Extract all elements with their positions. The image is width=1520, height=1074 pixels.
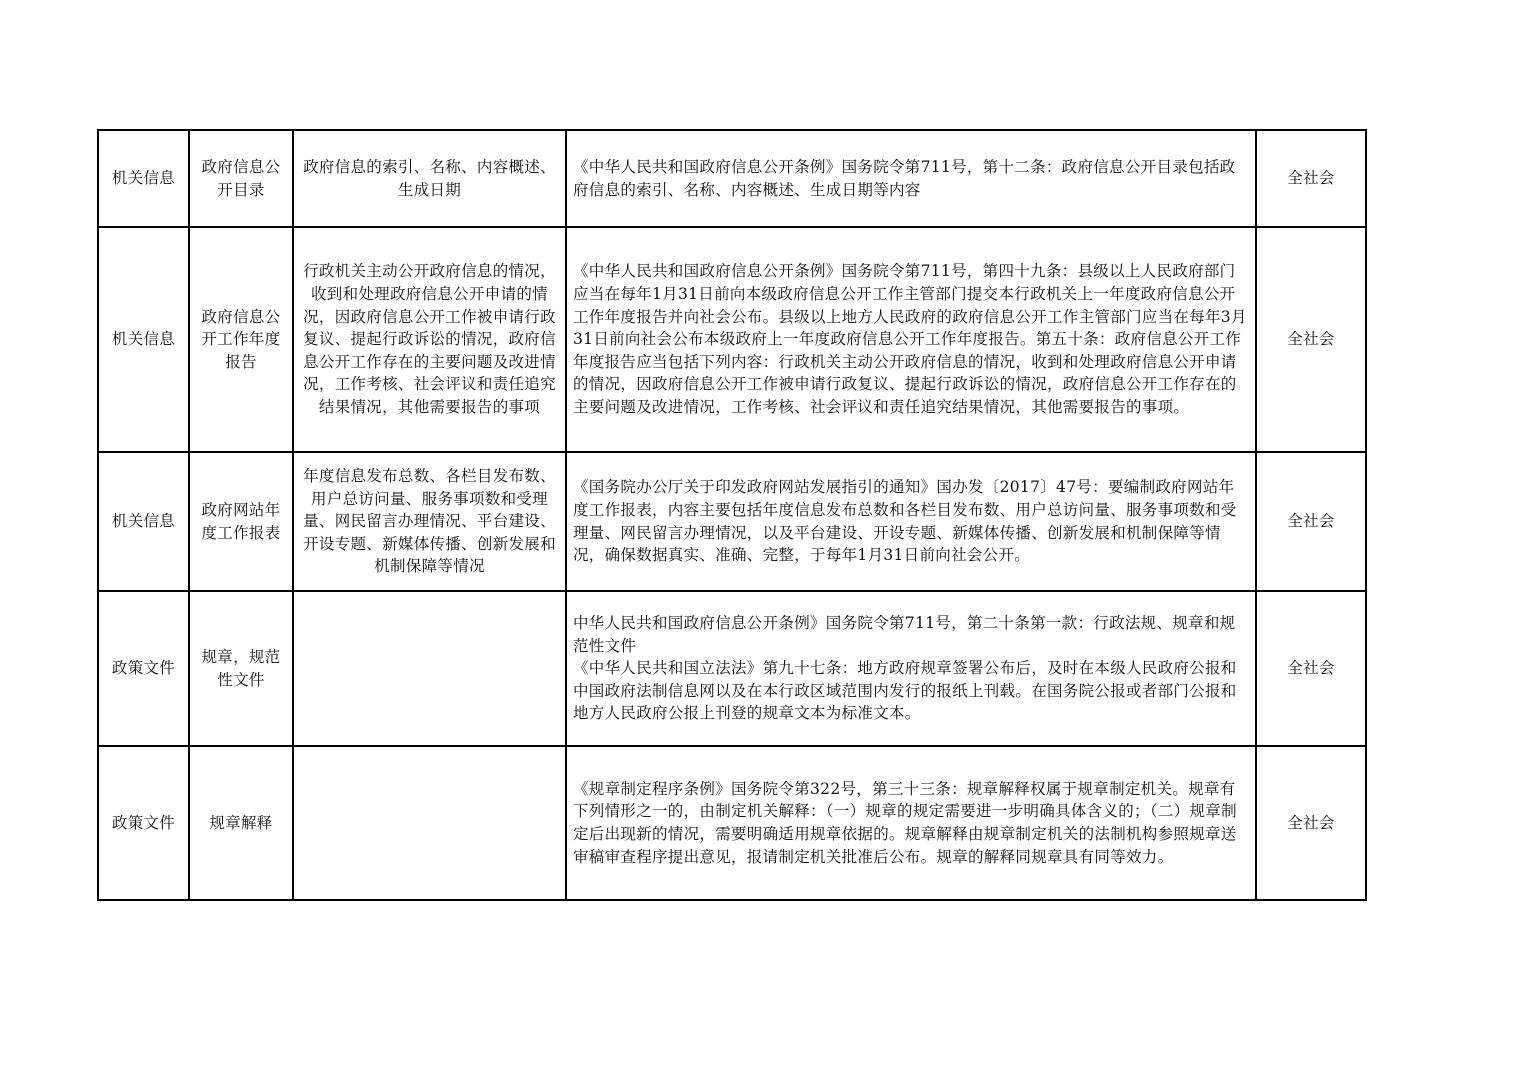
- table-row: [98, 130, 1366, 227]
- item-cell: 政府信息公开工作年度报告: [189, 227, 293, 452]
- category-cell: 政策文件: [98, 746, 189, 900]
- table-row: [98, 452, 1366, 591]
- basis-cell: [566, 452, 1256, 591]
- basis-text: 《中华人民共和国立法法》第九十七条：地方政府规章签署公布后，及时在本级人民政府公报和中国政府法制信息网以及在本行政区域范围内发行的报纸上刊载。在国务院公报或者部门公报和地方人民政府公报上刊登的规章文本为标准文本。: [573, 659, 1237, 723]
- content-cell: [293, 591, 566, 746]
- basis-text: 《中华人民共和国政府信息公开条例》国务院令第711号，第十二条：政府信息公开目录包括政府信息的索引、名称、内容概述、生成日期等内容: [573, 157, 1236, 199]
- disclosure-table: [97, 129, 1367, 901]
- category-cell: 政策文件: [98, 591, 189, 746]
- basis-cell: [566, 591, 1256, 746]
- category-cell: 机关信息: [98, 452, 189, 591]
- content-cell: 年度信息发布总数、各栏目发布数、用户总访问量、服务事项数和受理量、网民留言办理情况、平台建设、开设专题、新媒体传播、创新发展和机制保障等情况: [293, 452, 566, 591]
- basis-text: 《规章制定程序条例》国务院令第322号，第三十三条：规章解释权属于规章制定机关。规章有下列情形之一的，由制定机关解释：（一）规章的规定需要进一步明确具体含义的；（二）规章制定后出现新的情况，需要明确适用规章依据的。规章解释由规章制定机关的法制机构参照规章送审稿审查程序提出意见，报请制定机关批准后公布。规章的解释同规章具有同等效力。: [573, 779, 1237, 866]
- table-row: [98, 746, 1366, 900]
- item-cell: 规章，规范性文件: [189, 591, 293, 746]
- item-cell: 政府信息公开目录: [189, 130, 293, 227]
- item-cell: 规章解释: [189, 746, 293, 900]
- scope-cell: 全社会: [1256, 227, 1366, 452]
- basis-text: 《国务院办公厅关于印发政府网站发展指引的通知》国办发〔2017〕47号：要编制政府网站年度工作报表，内容主要包括年度信息发布总数和各栏目发布数、用户总访问量、服务事项数和受理量、网民留言办理情况，以及平台建设、开设专题、新媒体传播、创新发展和机制保障等情况，确保数据真实、准确、完整，于每年1月31日前向社会公开。: [573, 478, 1237, 565]
- item-cell: 政府网站年度工作报表: [189, 452, 293, 591]
- table-row: [98, 227, 1366, 452]
- scope-cell: 全社会: [1256, 746, 1366, 900]
- basis-cell: [566, 130, 1256, 227]
- basis-text: 中华人民共和国政府信息公开条例》国务院令第711号，第二十条第一款：行政法规、规章和规范性文件: [573, 614, 1236, 655]
- category-cell: 机关信息: [98, 227, 189, 452]
- basis-text: 《中华人民共和国政府信息公开条例》国务院令第711号，第四十九条：县级以上人民政府部门应当在每年1月31日前向本级政府信息公开工作主管部门提交本行政机关上一年度政府信息公开工作年度报告并向社会公布。县级以上地方人民政府的政府信息公开工作主管部门应当在每年3月31日前向社会公布本级政府上一年度政府信息公开工作年度报告。第五十条：政府信息公开工作年度报告应当包括下列内容：行政机关主动公开政府信息的情况，收到和处理政府信息公开申请的情况，因政府信息公开工作被申请行政复议、提起行政诉讼的情况，政府信息公开工作存在的主要问题及改进情况，工作考核、社会评议和责任追究结果情况，其他需要报告的事项。: [573, 262, 1247, 416]
- content-cell: 行政机关主动公开政府信息的情况，收到和处理政府信息公开申请的情况，因政府信息公开工作被申请行政复议、提起行政诉讼的情况，政府信息公开工作存在的主要问题及改进情况，工作考核、社会评议和责任追究结果情况，其他需要报告的事项: [293, 227, 566, 452]
- basis-cell: [566, 227, 1256, 452]
- table-row: [98, 591, 1366, 746]
- content-cell: 政府信息的索引、名称、内容概述、生成日期: [293, 130, 566, 227]
- scope-cell: 全社会: [1256, 591, 1366, 746]
- category-cell: 机关信息: [98, 130, 189, 227]
- content-cell: [293, 746, 566, 900]
- basis-cell: [566, 746, 1256, 900]
- scope-cell: 全社会: [1256, 452, 1366, 591]
- scope-cell: 全社会: [1256, 130, 1366, 227]
